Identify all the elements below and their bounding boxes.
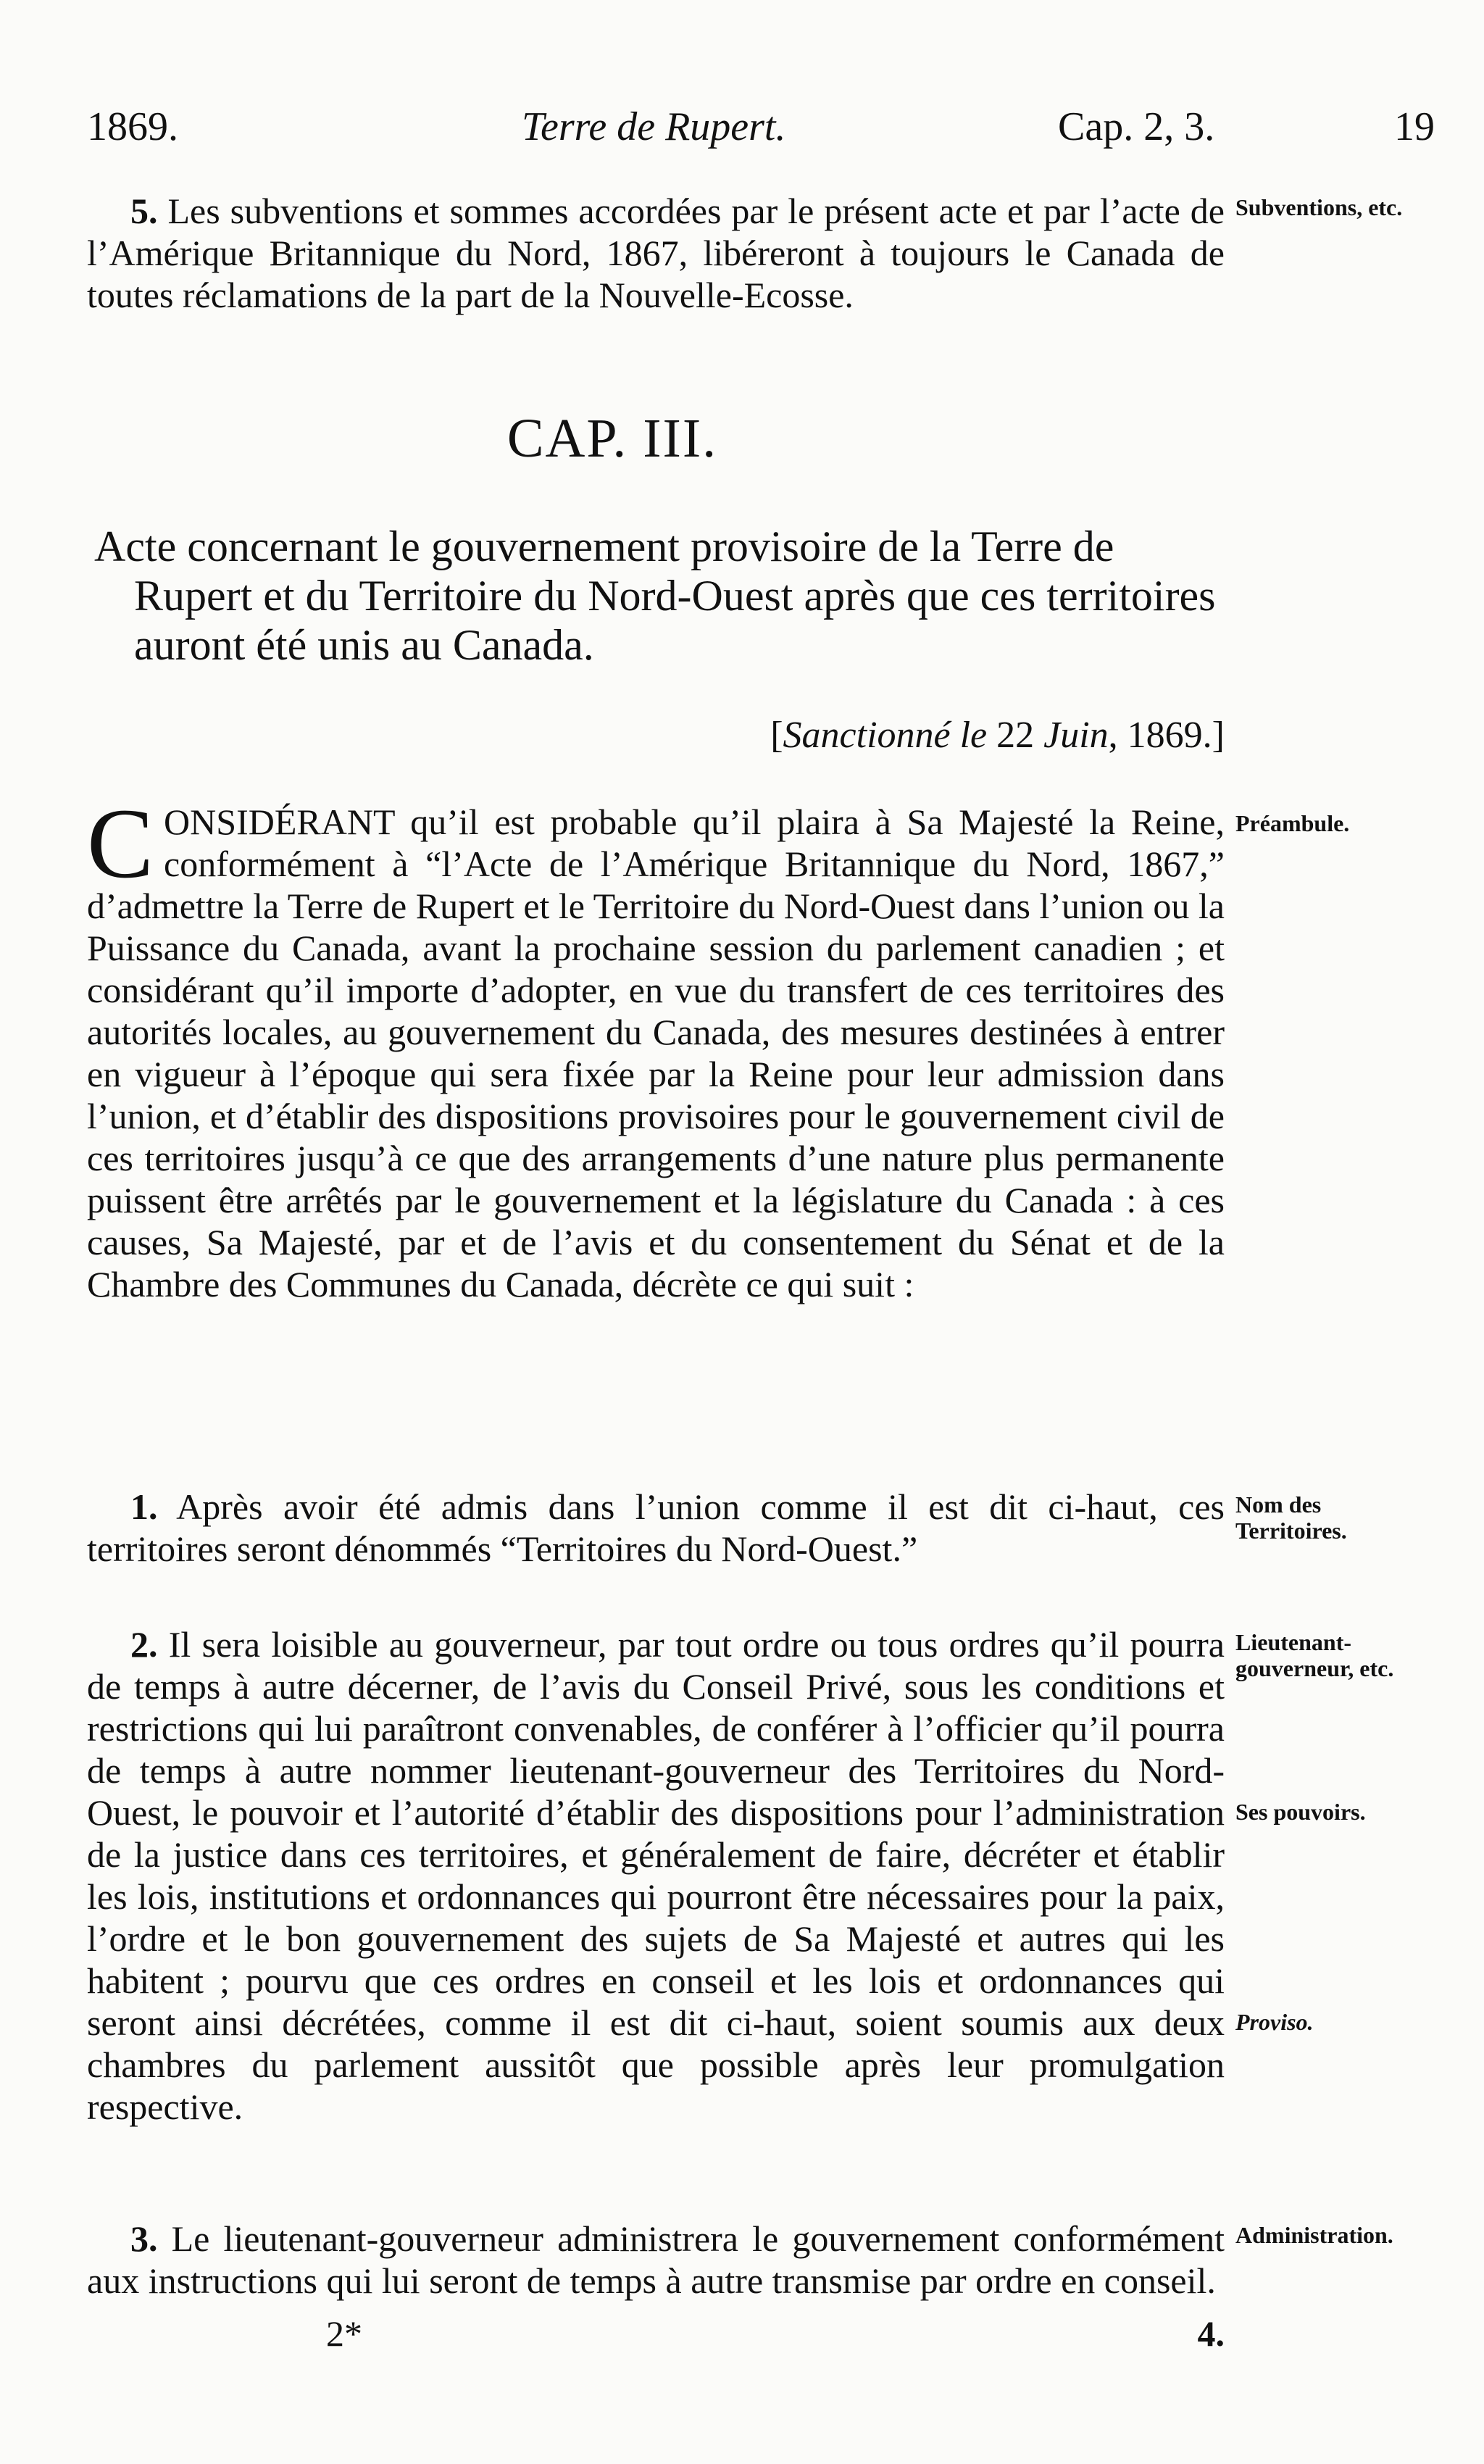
chapter-heading: CAP. III. bbox=[507, 408, 718, 469]
act-title bbox=[94, 522, 1225, 670]
marginal-note-ses-pouvoirs: Ses pouvoirs. bbox=[1235, 1799, 1366, 1825]
section-1 bbox=[87, 1486, 1225, 1570]
section-1-text: Après avoir été admis dans l’union comme il est dit ci-haut, ces territoires seront dénommés “Territoires du Nord-Ouest.” bbox=[87, 1486, 1225, 1569]
signature-mark: 2* bbox=[326, 2313, 362, 2354]
sanction-day: 22 bbox=[996, 715, 1035, 756]
section-2-number: 2. bbox=[130, 1624, 158, 1665]
marginal-note-preambule: Préambule. bbox=[1235, 810, 1350, 836]
section-5-text: Les subventions et sommes accordées par le présent acte et par l’acte de l’Amérique Britannique du Nord, 1867, libéreront à toujours le Canada de toutes réclamations de la part de la Nouvelle-Ecosse. bbox=[87, 191, 1225, 315]
sanction-date: [Sanctionné le 22 Juin, 1869.] bbox=[770, 715, 1225, 756]
marginal-note-nom-des-territoires: Nom des Territoires. bbox=[1235, 1491, 1347, 1544]
running-header bbox=[87, 101, 1435, 152]
section-2 bbox=[87, 1623, 1225, 2128]
preamble bbox=[87, 788, 1225, 1305]
sanction-open: [ bbox=[770, 715, 783, 756]
section-1-number: 1. bbox=[130, 1486, 158, 1527]
section-2-text: Il sera loisible au gouverneur, par tout ordre ou tous ordres qu’il pourra de temps à autre décerner, de l’avis du Conseil Privé, sous les conditions et restrictions qui lui paraîtront convenables, de conférer à l’officier qu’il pourra de temps à autre nommer lieutenant-gouverneur des Territoires du Nord-Ouest, le pouvoir et l’autorité d’établir des dispositions pour l’administration de la justice dans ces territoires, et généralement de faire, décréter et établir les lois, institutions et ordonnances qui pourront être nécessaires pour la paix, l’ordre et le bon gouvernement des sujets de Sa Majesté et autres qui les habitent ; pourvu que ces ordres en conseil et les lois et ordonnances qui seront ainsi décrétées, comme il est dit ci-haut, soient soumis aux deux chambres du parlement aussitôt que possible après leur promulgation respective. bbox=[87, 1624, 1225, 2127]
section-5 bbox=[87, 190, 1225, 316]
section-3 bbox=[87, 2218, 1225, 2302]
sanction-year: 1869.] bbox=[1127, 715, 1225, 756]
sanction-month: Juin bbox=[1043, 715, 1109, 756]
act-title-text: Acte concernant le gouvernement provisoire de la Terre de Rupert et du Territoire du Nord-Ouest après que ces territoires auront été unis au Canada. bbox=[94, 523, 1216, 669]
marginal-note-administration: Administration. bbox=[1235, 2222, 1393, 2248]
section-3-text: Le lieutenant-gouverneur administrera le gouvernement conformément aux instructions qui lui seront de temps à autre transmise par ordre en conseil. bbox=[87, 2218, 1225, 2301]
drop-cap: C bbox=[87, 788, 154, 899]
page-number: 19 bbox=[1394, 104, 1435, 149]
sanction-label: Sanctionné le bbox=[783, 715, 988, 756]
preamble-lead: ONSIDÉRANT bbox=[164, 802, 395, 842]
header-title: Terre de Rupert. bbox=[522, 104, 786, 149]
header-chapter: Cap. 2, 3. bbox=[1058, 104, 1215, 149]
catchword: 4. bbox=[1197, 2313, 1225, 2354]
marginal-note-subventions: Subventions, etc. bbox=[1235, 194, 1403, 220]
marginal-note-proviso: Proviso. bbox=[1235, 2009, 1314, 2035]
section-3-number: 3. bbox=[130, 2218, 158, 2259]
preamble-text: qu’il est probable qu’il plaira à Sa Majesté la Reine, conformément à “l’Acte de l’Amérique Britannique du Nord, 1867,” d’admettre la Terre de Rupert et le Territoire du Nord-Ouest dans l’union ou la Puissance du Canada, avant la prochaine session du parlement canadien ; et considérant qu’il importe d’adopter, en vue du transfert de ces territoires des autorités locales, au gouvernement du Canada, des mesures destinées à entrer en vigueur à l’époque qui sera fixée par la Reine pour leur admission dans l’union, et d’établir des dispositions provisoires pour le gouvernement civil de ces territoires jusqu’à ce que des arrangements d’une nature plus permanente puissent être arrêtés par le gouvernement et la législature du Canada : à ces causes, Sa Majesté, par et de l’avis et du consentement du Sénat et de la Chambre des Communes du Canada, décrète ce qui suit : bbox=[87, 802, 1225, 1304]
page-footer bbox=[87, 2308, 1225, 2359]
header-year: 1869. bbox=[87, 104, 178, 149]
section-5-number: 5. bbox=[130, 191, 158, 231]
marginal-note-lieutenant-gouverneur: Lieutenant-gouverneur, etc. bbox=[1235, 1629, 1394, 1681]
